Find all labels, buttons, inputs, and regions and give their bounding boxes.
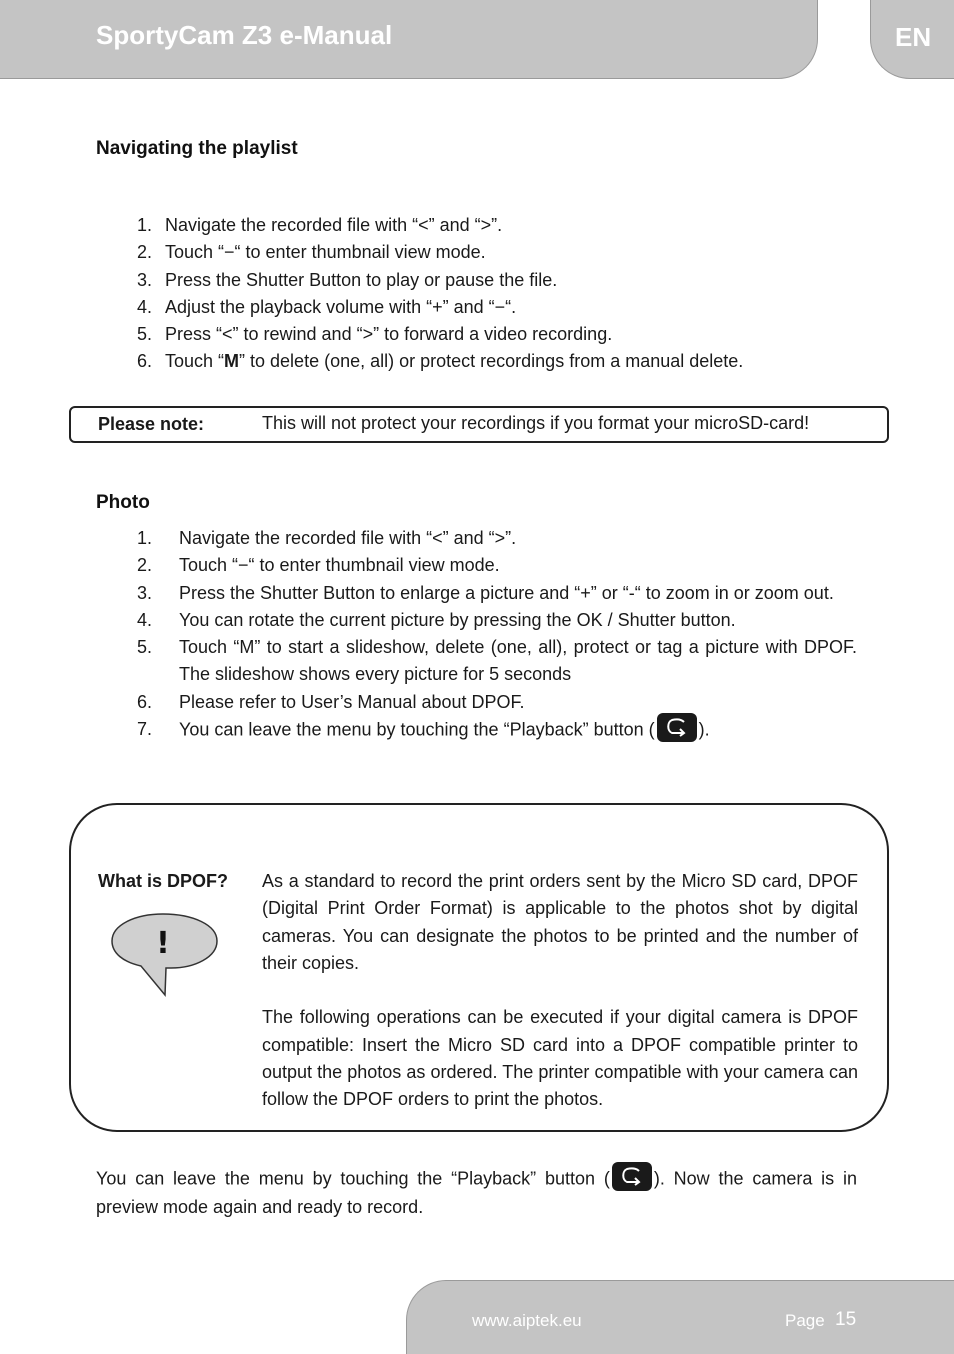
navigating-list (137, 212, 837, 376)
list-item: 2. Touch “−“ to enter thumbnail view mode. (137, 242, 486, 263)
note-text: This will not protect your recordings if you format your microSD-card! (262, 413, 810, 433)
photo-list (137, 525, 857, 745)
dpof-label: What is DPOF? (98, 871, 228, 891)
language-label: EN (895, 22, 932, 52)
dpof-paragraph: The following operations can be executed if your digital camera is DPOF compatible: Insert the Micro SD card into a DPOF compatible printer to output the photos as ordered. The printer compatible with your camera can follow the DPOF orders to print the photos. (262, 1007, 858, 1110)
page-number: 15 (835, 1309, 857, 1330)
list-item: 5. Touch “M” to start a slideshow, delete (one, all), protect or tag a picture with DPOF. The slideshow shows every picture for 5 seconds (137, 637, 857, 685)
manual-title: SportyCam Z3 e-Manual (96, 20, 393, 50)
navigating-heading: Navigating the playlist (96, 138, 298, 159)
list-item: 7. You can leave the menu by touching the “Playback” button ( ). (137, 716, 857, 745)
exclamation-bubble-icon (111, 913, 221, 1002)
website-link[interactable]: www.aiptek.eu (472, 1311, 582, 1330)
list-item: 4. You can rotate the current picture by pressing the OK / Shutter button. (137, 609, 736, 630)
list-item: 3. Press the Shutter Button to enlarge a picture and “+” or “-“ to zoom in or zoom out. (137, 582, 834, 603)
list-item: 3. Press the Shutter Button to play or pause the file. (137, 269, 558, 290)
list-item: 6. Touch “M” to delete (one, all) or protect recordings from a manual delete. (137, 351, 744, 372)
note-label: Please note: (98, 414, 205, 434)
list-item: 2. Touch “−“ to enter thumbnail view mode. (137, 555, 500, 576)
list-item: 4. Adjust the playback volume with “+” and “−“. (137, 296, 517, 317)
list-item: 6. Please refer to User’s Manual about DPOF. (137, 691, 525, 712)
dpof-info-box (69, 803, 889, 1132)
playback-button-icon (657, 713, 697, 742)
closing-paragraph: You can leave the menu by touching the “Playback” button ( ). Now the camera is in preview mode again and ready to record. (96, 1165, 857, 1221)
photo-heading: Photo (96, 492, 150, 513)
list-item: 1. Navigate the recorded file with “<” and “>”. (137, 528, 517, 548)
playback-button-icon (612, 1162, 652, 1191)
list-item: 1. Navigate the recorded file with “<” and “>”. (137, 215, 503, 235)
please-note-box (69, 406, 889, 443)
dpof-description (262, 868, 858, 1114)
list-item: 5. Press “<” to rewind and “>” to forward a video recording. (137, 324, 613, 345)
dpof-paragraph: As a standard to record the print orders sent by the Micro SD card, DPOF (Digital Print Order Format) is applicable to the photos shot by digital cameras. You can designate the photos to be printed and the number of their copies. (262, 871, 858, 973)
language-tab[interactable] (870, 0, 954, 79)
svg-text:!: ! (156, 926, 170, 961)
footer-bar (406, 1280, 954, 1354)
page-label: Page (785, 1311, 825, 1330)
header-bar (0, 0, 818, 79)
